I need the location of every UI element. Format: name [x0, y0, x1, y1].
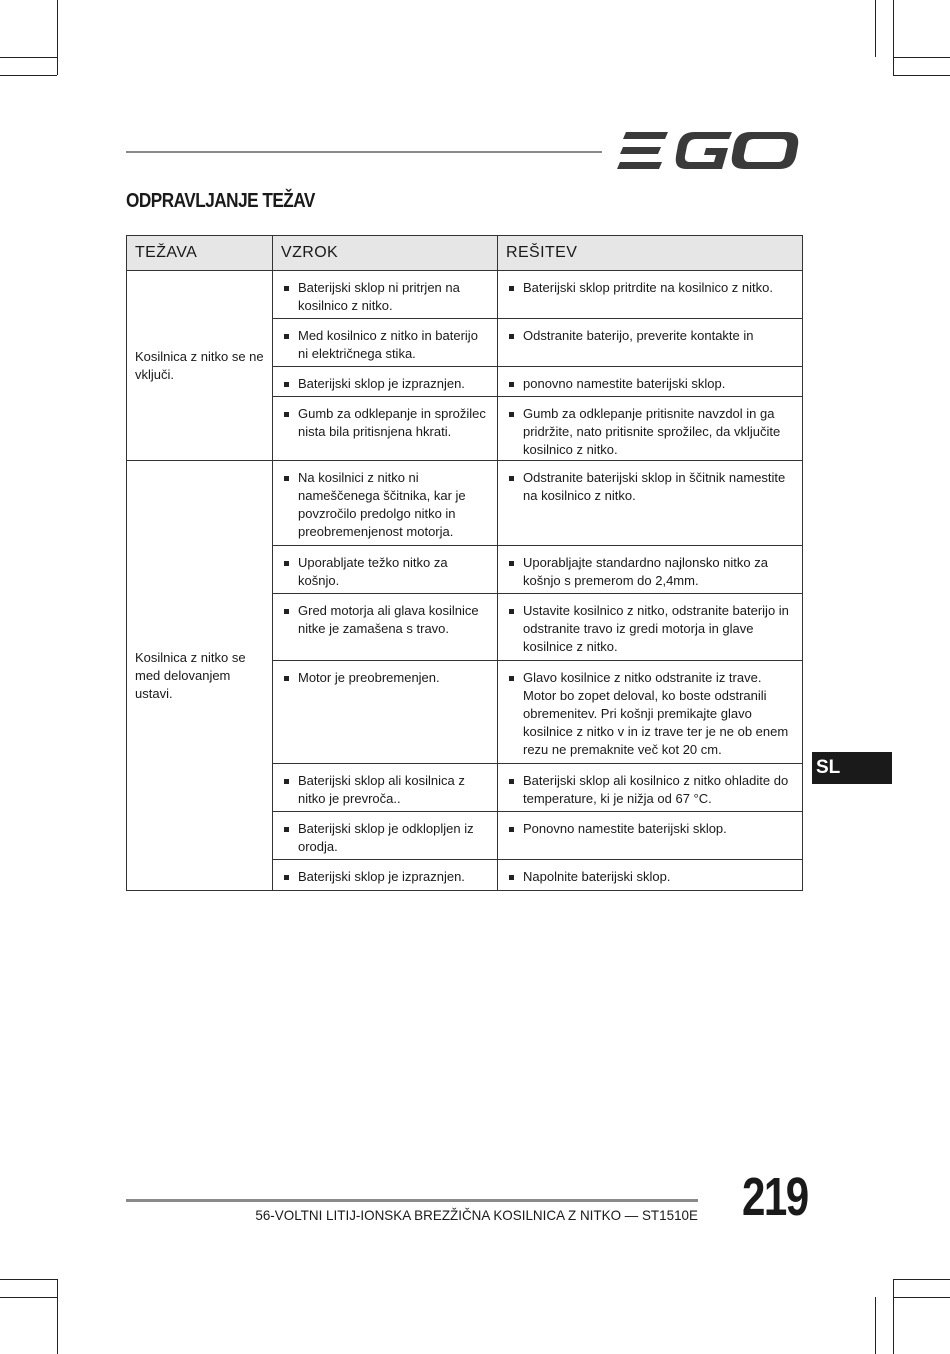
cause-text: Na kosilnici z nitko ni nameščenega ščitnika, kar je povzročilo predolgo nitko in preobremenjenost motorja. [298, 470, 466, 539]
bullet-icon [509, 779, 514, 784]
solution-text: Uporabljajte standardno najlonsko nitko za košnjo s premerom do 2,4mm. [523, 555, 768, 588]
solution-cell [498, 812, 803, 860]
bullet-icon [284, 561, 289, 566]
bullet-icon [509, 412, 514, 417]
page-title: ODPRAVLJANJE TEŽAV [126, 190, 315, 212]
cause-text: Uporabljate težko nitko za košnjo. [298, 555, 448, 588]
header-rule [126, 151, 602, 153]
solution-cell [498, 319, 803, 367]
cause-cell [273, 461, 498, 546]
solution-text: Baterijski sklop ali kosilnico z nitko ohladite do temperature, ki je nižja od 67 °C. [523, 773, 789, 806]
table-header-row [127, 236, 803, 271]
footer-text: 56-VOLTNI LITIJ-IONSKA BREZŽIČNA KOSILNICA Z NITKO — ST1510E [255, 1207, 698, 1223]
cause-cell [273, 812, 498, 860]
solution-cell [498, 397, 803, 461]
solution-cell [498, 594, 803, 661]
bullet-icon [284, 779, 289, 784]
solution-text: Gumb za odklepanje pritisnite navzdol in ga pridržite, nato pritisnite sprožilec, da vključite kosilnico z nitko. [523, 406, 781, 457]
cause-text: Baterijski sklop je izpraznjen. [298, 376, 465, 391]
solution-text: Baterijski sklop pritrdite na kosilnico z nitko. [523, 280, 773, 295]
cause-text: Baterijski sklop je odklopljen iz orodja. [298, 821, 474, 854]
cause-cell [273, 764, 498, 812]
solution-cell [498, 367, 803, 397]
bullet-icon [284, 609, 289, 614]
bullet-icon [284, 827, 289, 832]
cause-cell [273, 367, 498, 397]
cause-text: Baterijski sklop je izpraznjen. [298, 869, 465, 884]
cause-cell [273, 546, 498, 594]
bullet-icon [284, 382, 289, 387]
bullet-icon [284, 334, 289, 339]
bullet-icon [284, 412, 289, 417]
cause-text: Baterijski sklop ali kosilnica z nitko je prevroča.. [298, 773, 465, 806]
troubleshooting-table [126, 235, 803, 891]
cause-text: Gumb za odklepanje in sprožilec nista bila pritisnjena hkrati. [298, 406, 486, 439]
header-cause: VZROK [273, 236, 498, 271]
footer-rule [126, 1199, 698, 1202]
bullet-icon [284, 676, 289, 681]
bullet-icon [284, 476, 289, 481]
bullet-icon [284, 286, 289, 291]
bullet-icon [509, 875, 514, 880]
solution-text: Odstranite baterijo, preverite kontakte in [523, 328, 754, 343]
solution-cell [498, 764, 803, 812]
solution-cell [498, 546, 803, 594]
language-tab: SL [812, 752, 892, 784]
problem-cell: Kosilnica z nitko se ne vključi. [127, 271, 273, 461]
solution-text: Ustavite kosilnico z nitko, odstranite baterijo in odstranite travo iz gredi motorja in glave kosilnice z nitko. [523, 603, 789, 654]
solution-text: ponovno namestite baterijski sklop. [523, 376, 726, 391]
cause-cell [273, 397, 498, 461]
cause-cell [273, 271, 498, 319]
problem-cell: Kosilnica z nitko se med delovanjem ustavi. [127, 461, 273, 891]
bullet-icon [509, 609, 514, 614]
bullet-icon [509, 827, 514, 832]
bullet-icon [509, 561, 514, 566]
solution-text: Ponovno namestite baterijski sklop. [523, 821, 727, 836]
table-row [127, 271, 803, 319]
bullet-icon [509, 676, 514, 681]
page-number: 219 [742, 1167, 808, 1227]
cause-cell [273, 860, 498, 891]
solution-text: Napolnite baterijski sklop. [523, 869, 671, 884]
solution-cell [498, 860, 803, 891]
cause-cell [273, 319, 498, 367]
solution-text: Odstranite baterijski sklop in ščitnik namestite na kosilnico z nitko. [523, 470, 786, 503]
bullet-icon [509, 382, 514, 387]
cause-text: Med kosilnico z nitko in baterijo ni električnega stika. [298, 328, 478, 361]
cause-cell [273, 661, 498, 764]
cause-text: Gred motorja ali glava kosilnice nitke je zamašena s travo. [298, 603, 479, 636]
cause-text: Motor je preobremenjen. [298, 670, 440, 685]
solution-cell [498, 461, 803, 546]
header-solution: REŠITEV [498, 236, 803, 271]
solution-text: Glavo kosilnice z nitko odstranite iz trave. Motor bo zopet deloval, ko boste odstranili obremenitev. Pri košnji premikajte glavo kosilnice z nitko v in iz trave ter je ne ob enem rezu ne premaknite več kot 20 cm. [523, 670, 789, 757]
table-row [127, 461, 803, 546]
solution-cell [498, 661, 803, 764]
bullet-icon [284, 875, 289, 880]
bullet-icon [509, 334, 514, 339]
header-problem: TEŽAVA [127, 236, 273, 271]
ego-logo [616, 128, 800, 174]
solution-cell [498, 271, 803, 319]
cause-text: Baterijski sklop ni pritrjen na kosilnico z nitko. [298, 280, 460, 313]
cause-cell [273, 594, 498, 661]
bullet-icon [509, 286, 514, 291]
bullet-icon [509, 476, 514, 481]
